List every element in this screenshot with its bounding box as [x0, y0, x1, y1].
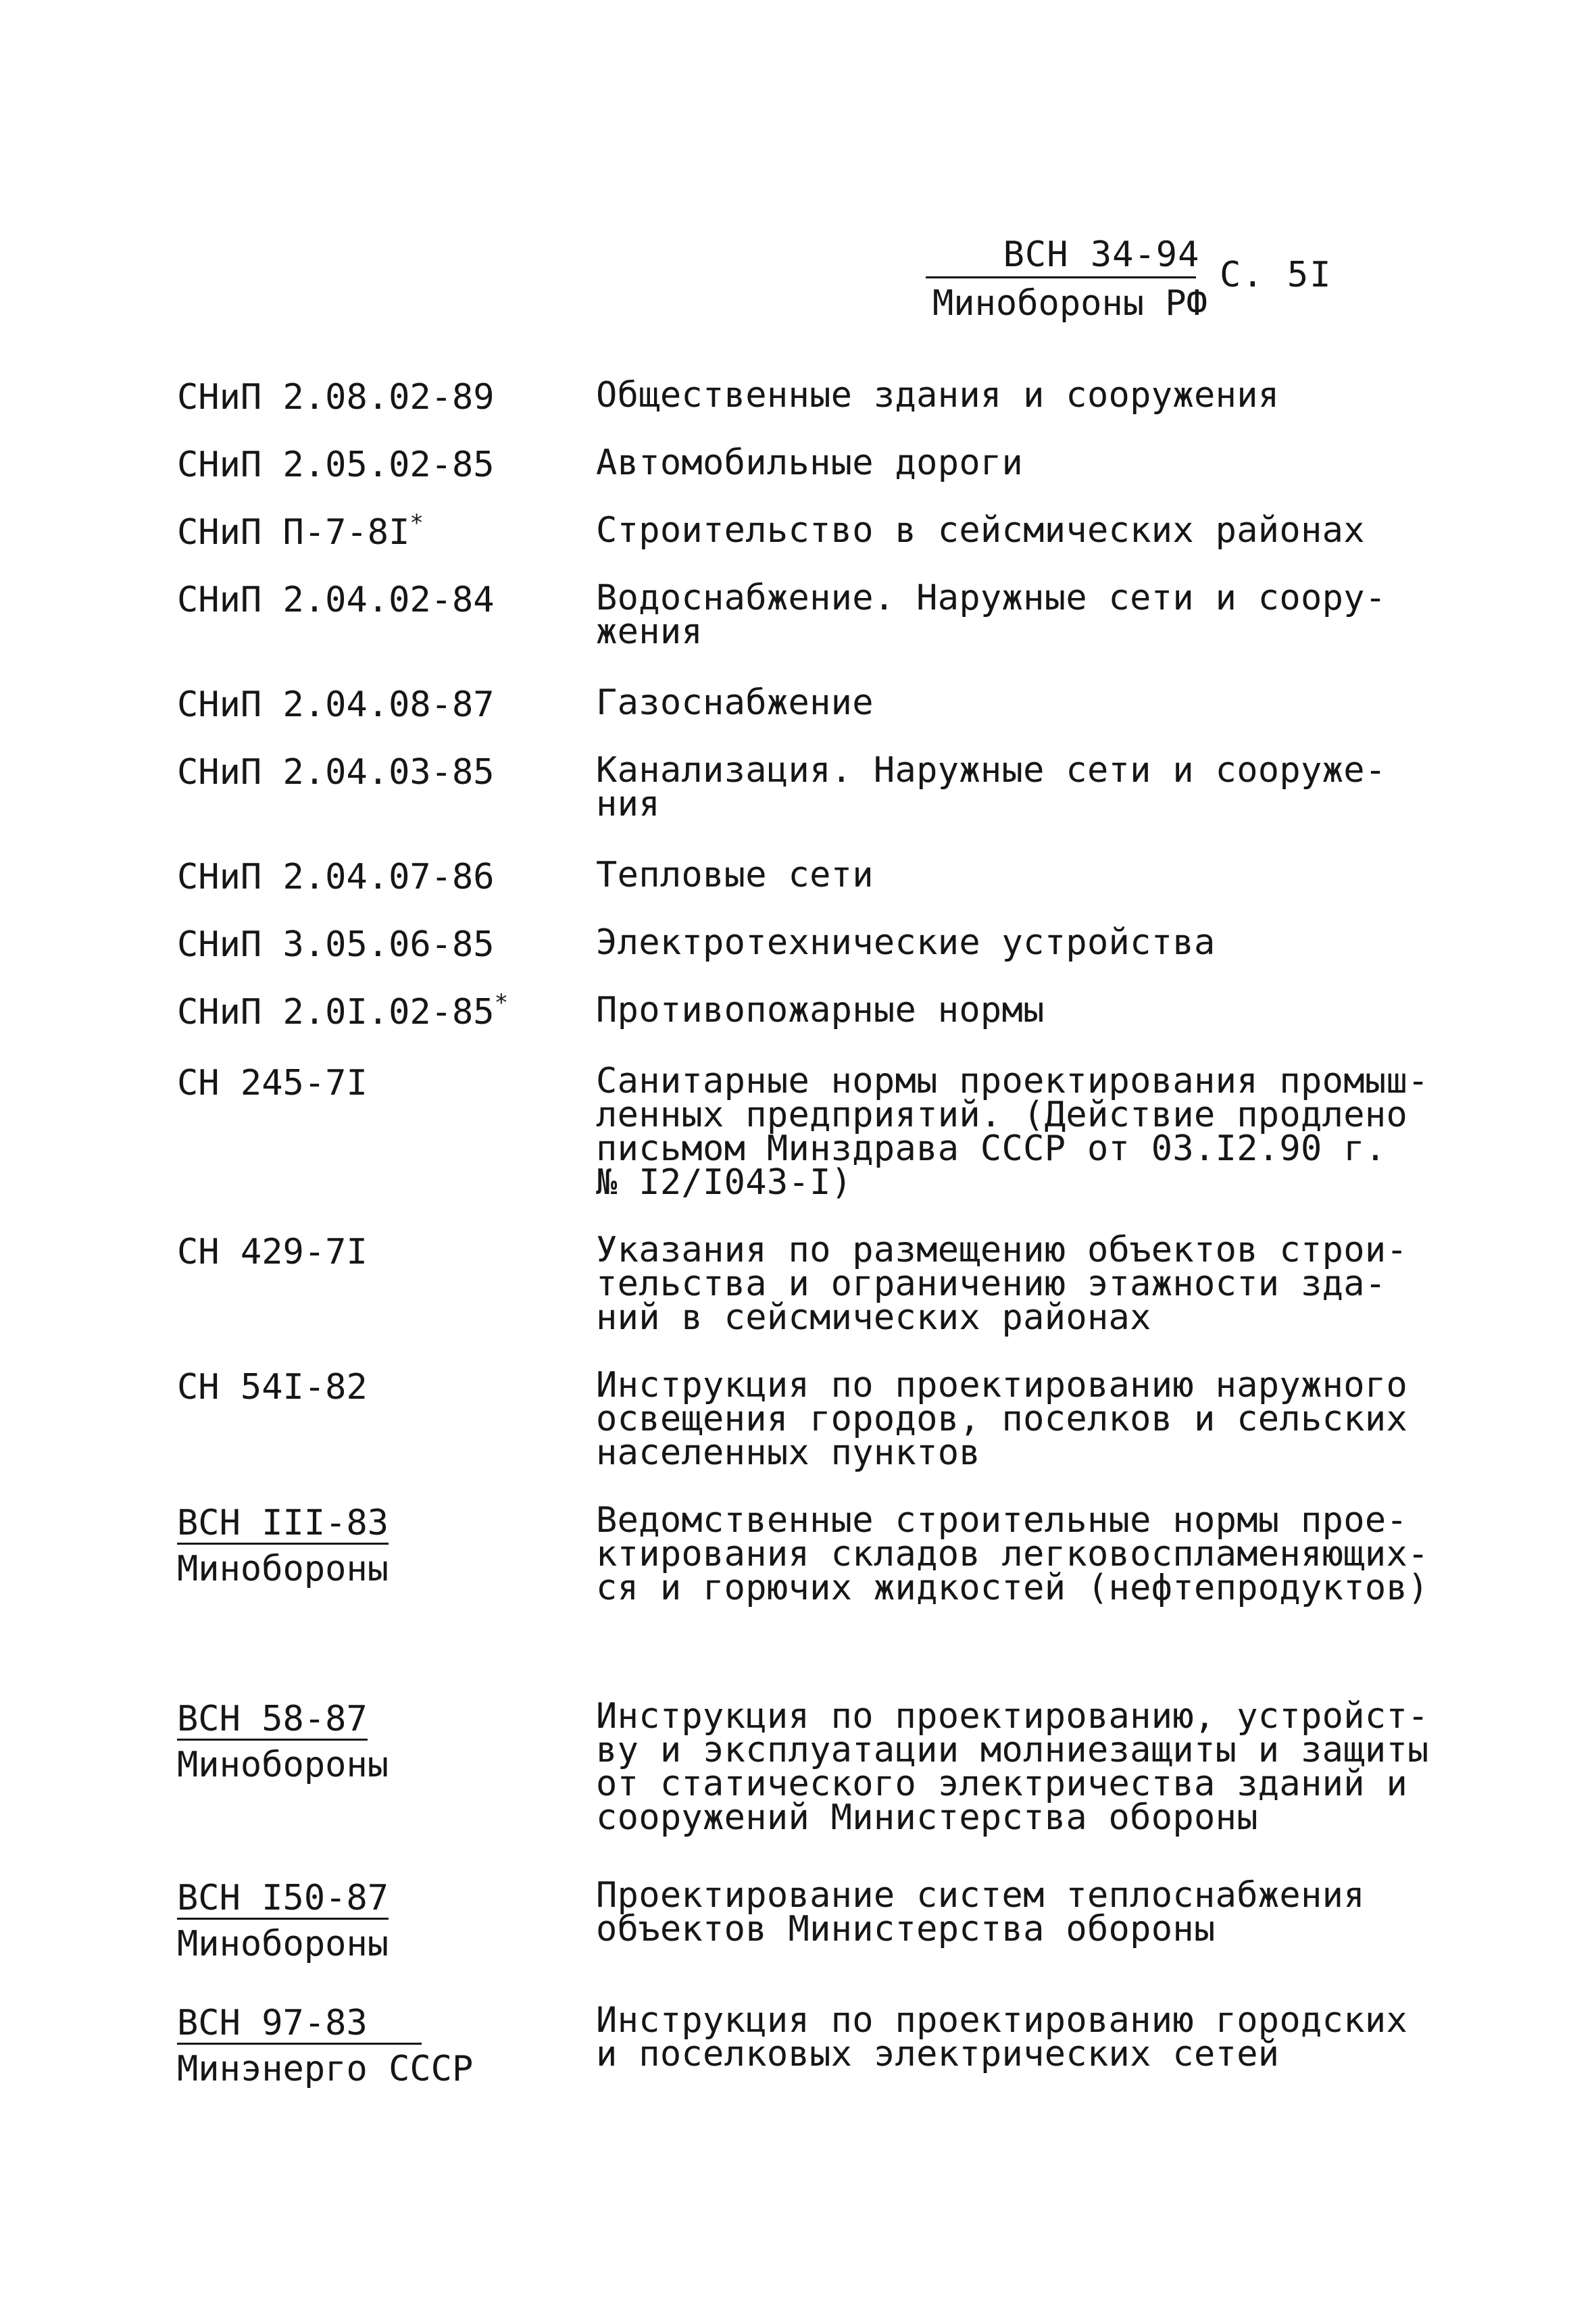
- reference-code-text: СН 429-7I: [177, 1232, 368, 1272]
- reference-code-cell: [177, 2003, 596, 2088]
- reference-title: Газоснабжение: [596, 682, 874, 723]
- reference-code-cell: [177, 989, 596, 1032]
- reference-title: Автомобильные дороги: [596, 443, 1024, 483]
- reference-title: Противопожарные нормы: [596, 990, 1045, 1030]
- reference-code-cell: [177, 686, 596, 724]
- reference-code-cell: [177, 581, 596, 649]
- reference-title: Санитарные нормы проектирования промыш- ленных предприятий. (Действие продлено письмом Минздрава СССР от 03.I2.90 г. № I2/I043-I): [596, 1061, 1429, 1203]
- reference-code-cell: [177, 378, 596, 416]
- reference-code-cell: [177, 1503, 596, 1605]
- reference-row: [177, 922, 1447, 965]
- reference-issuing-body: Минэнерго СССР: [177, 2049, 474, 2089]
- reference-code-text: СНиП 2.0I.02-85: [177, 992, 495, 1032]
- reference-code-text: ВСН III-83: [177, 1503, 389, 1543]
- reference-code: [177, 581, 495, 619]
- revision-mark: *: [494, 989, 509, 1016]
- header-rule: [926, 276, 1196, 278]
- reference-code: [177, 989, 509, 1032]
- reference-code-cell: [177, 1064, 596, 1199]
- running-header: [926, 233, 1399, 341]
- reference-code: [177, 1064, 368, 1102]
- reference-code-text: СНиП 2.04.02-84: [177, 580, 495, 620]
- reference-code-text: ВСН I50-87: [177, 1878, 389, 1918]
- reference-code-text: СНиП 2.04.07-86: [177, 857, 495, 897]
- reference-code-cell: [177, 1233, 596, 1335]
- reference-code: [177, 1503, 389, 1545]
- reference-code-cell: [177, 753, 596, 821]
- reference-title: Проектирование систем теплоснабжения объектов Министерства обороны: [596, 1875, 1365, 1949]
- reference-title: Канализация. Наружные сети и сооруже- ния: [596, 750, 1387, 824]
- page-number: С. 5I: [1220, 255, 1332, 295]
- header-organization: Минобороны РФ: [932, 283, 1207, 324]
- reference-code-cell: [177, 1368, 596, 1470]
- reference-code: [177, 378, 495, 416]
- reference-code: [177, 858, 495, 896]
- reference-row: [177, 1875, 1447, 1964]
- reference-code-cell: [177, 509, 596, 553]
- reference-code-text: ВСН 97-83: [177, 2003, 368, 2043]
- reference-code-text: СНиП 2.04.03-85: [177, 752, 495, 793]
- reference-row: [177, 989, 1447, 1032]
- reference-code-text: ВСН 58-87: [177, 1699, 368, 1739]
- reference-code-cell: [177, 858, 596, 896]
- reference-title: Инструкция по проектированию наружного освещения городов, поселков и сельских населенных пунктов: [596, 1365, 1408, 1473]
- reference-code: [177, 1699, 368, 1741]
- revision-mark: *: [409, 509, 424, 537]
- reference-row: [177, 1696, 1447, 1838]
- reference-issuing-body: Минобороны: [177, 1549, 389, 1589]
- reference-code-text: СН 54I-82: [177, 1367, 368, 1408]
- reference-code-cell: [177, 1878, 596, 1963]
- reference-code-text: СНиП 2.05.02-85: [177, 445, 495, 485]
- reference-title: Тепловые сети: [596, 855, 874, 895]
- reference-code: [177, 1368, 368, 1406]
- reference-code-text: СНиП 2.04.08-87: [177, 684, 495, 725]
- reference-row: [177, 750, 1447, 824]
- reference-row: [177, 1061, 1447, 1203]
- reference-title: Электротехнические устройства: [596, 922, 1216, 963]
- reference-code-cell: [177, 446, 596, 484]
- reference-issuing-body: Минобороны: [177, 1924, 389, 1964]
- reference-row: [177, 1230, 1447, 1338]
- reference-row: [177, 443, 1447, 485]
- reference-code-cell: [177, 1699, 596, 1835]
- reference-code-text: СНиП П-7-8I: [177, 512, 410, 553]
- reference-row: [177, 509, 1447, 553]
- reference-title: Указания по размещению объектов строи- тельства и ограничению этажности зда- ний в сейсмических районах: [596, 1230, 1408, 1338]
- reference-title: Инструкция по проектированию городских и поселковых электрических сетей: [596, 2000, 1408, 2074]
- reference-title: Общественные здания и сооружения: [596, 375, 1280, 416]
- reference-code: [177, 686, 495, 724]
- reference-row: [177, 578, 1447, 652]
- reference-row: [177, 855, 1447, 897]
- reference-code: [177, 446, 495, 484]
- reference-issuing-body: Минобороны: [177, 1745, 389, 1785]
- reference-code: [177, 2003, 422, 2045]
- header-document-code: ВСН 34-94: [1003, 234, 1200, 275]
- reference-row: [177, 1500, 1447, 1608]
- reference-code-text: СН 245-7I: [177, 1063, 368, 1103]
- reference-code: [177, 509, 424, 553]
- reference-code-cell: [177, 926, 596, 964]
- reference-row: [177, 682, 1447, 725]
- reference-title: Строительство в сейсмических районах: [596, 510, 1365, 551]
- reference-code: [177, 1233, 368, 1271]
- reference-code-text: СНиП 3.05.06-85: [177, 924, 495, 965]
- reference-row: [177, 375, 1447, 418]
- reference-title: Инструкция по проектированию, устройст- ву и эксплуатации молниезащиты и защиты от статического электричества зданий и сооружений Министерства обороны: [596, 1696, 1429, 1838]
- reference-title: Водоснабжение. Наружные сети и соору- жения: [596, 578, 1387, 652]
- reference-code: [177, 753, 495, 791]
- reference-row: [177, 1365, 1447, 1473]
- reference-title: Ведомственные строительные нормы прое- ктирования складов легковоспламеняющих- ся и горючих жидкостей (нефтепродуктов): [596, 1500, 1429, 1608]
- reference-code-text: СНиП 2.08.02-89: [177, 377, 495, 418]
- reference-code: [177, 1878, 389, 1920]
- reference-row: [177, 2000, 1447, 2089]
- reference-code: [177, 926, 495, 964]
